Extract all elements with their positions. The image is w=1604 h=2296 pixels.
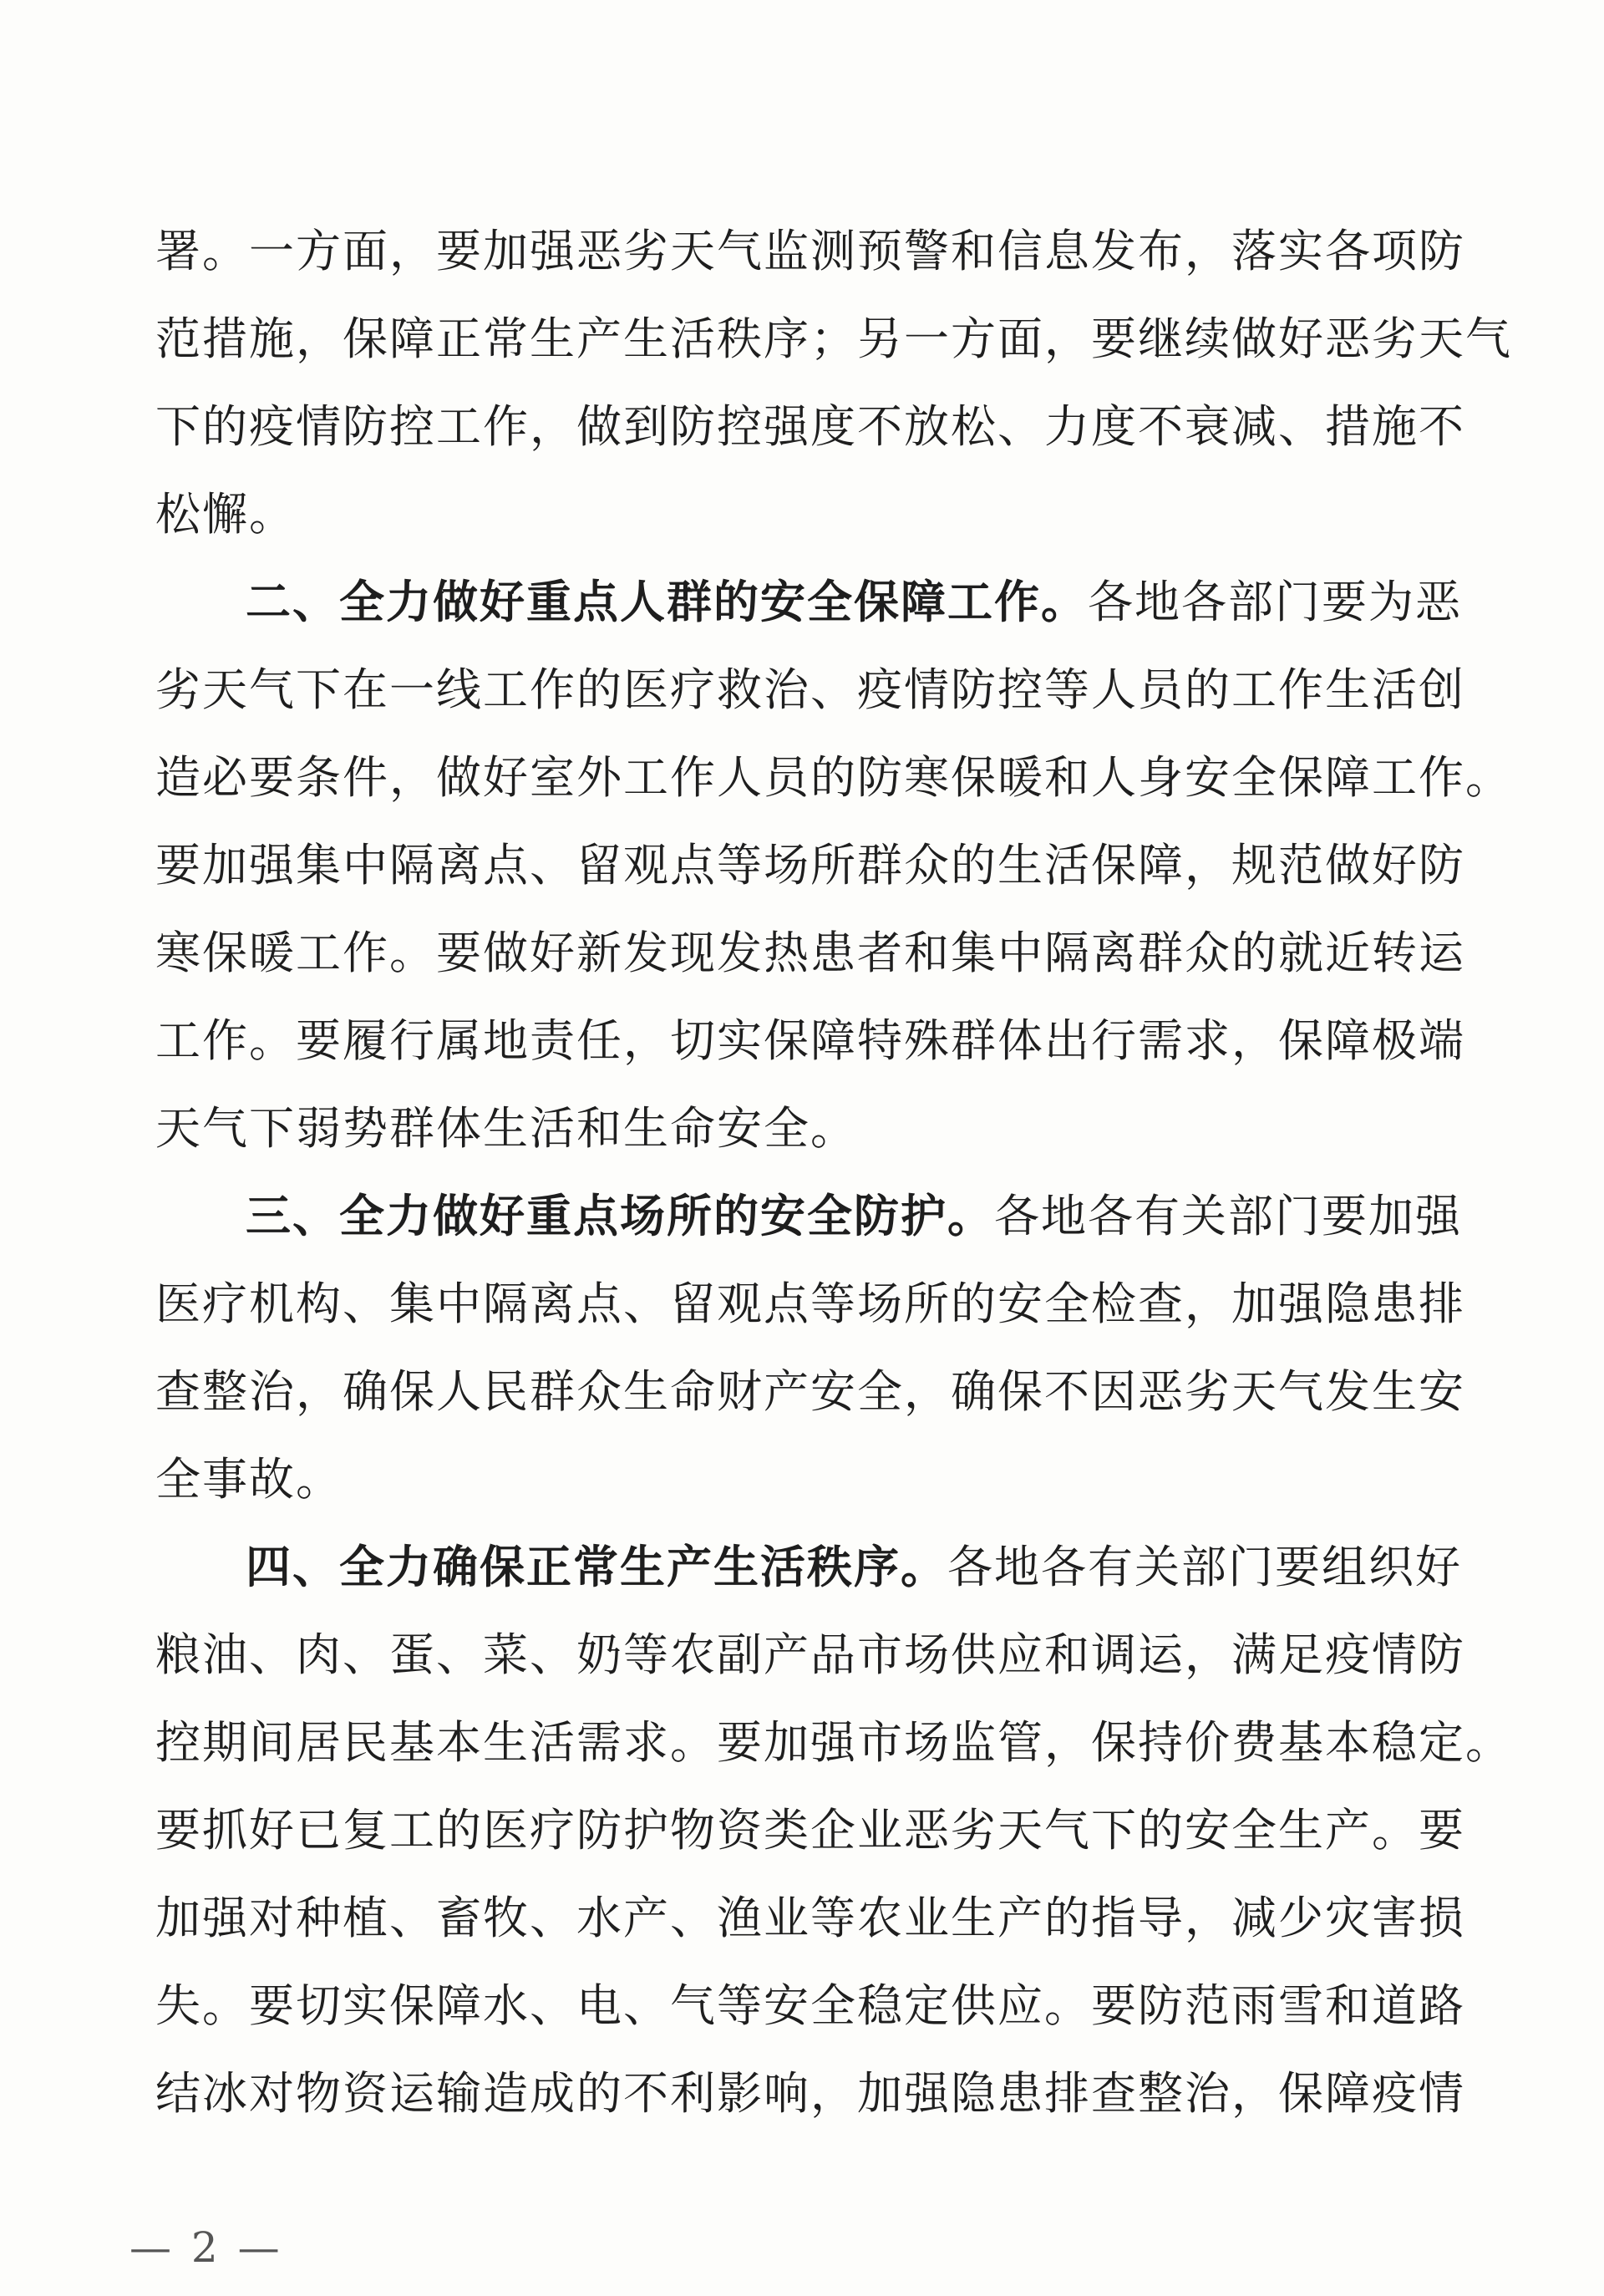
text-line: 查整治，确保人民群众生命财产安全，确保不因恶劣天气发生安	[155, 1365, 1465, 1418]
section-four-lead: 各地各有关部门要组织好	[947, 1541, 1462, 1593]
text-line: 失。要切实保障水、电、气等安全稳定供应。要防范雨雪和道路	[155, 1979, 1465, 2032]
text-line: 天气下弱势群体生活和生命安全。	[155, 1102, 857, 1155]
text-line: 结冰对物资运输造成的不利影响，加强隐患排查整治，保障疫情	[155, 2067, 1465, 2120]
text-line: 造必要条件，做好室外工作人员的防寒保暖和人身安全保障工作。	[155, 751, 1512, 804]
section-two-first-line	[155, 558, 1462, 646]
text-line: 控期间居民基本生活需求。要加强市场监管，保持价费基本稳定。	[155, 1716, 1512, 1769]
section-two-heading: 二、全力做好重点人群的安全保障工作。	[246, 575, 1088, 628]
text-line: 署。一方面，要加强恶劣天气监测预警和信息发布，落实各项防	[155, 225, 1465, 277]
text-line: 范措施，保障正常生产生活秩序；另一方面，要继续做好恶劣天气	[155, 312, 1512, 365]
section-three-first-line	[155, 1172, 1462, 1260]
text-line: 工作。要履行属地责任，切实保障特殊群体出行需求，保障极端	[155, 1014, 1465, 1067]
text-line: 寒保暖工作。要做好新发现发热患者和集中隔离群众的就近转运	[155, 927, 1465, 979]
text-line: 全事故。	[155, 1453, 343, 1506]
page-number: — 2 —	[129, 2223, 283, 2272]
text-line: 松懈。	[155, 488, 296, 541]
section-three-lead: 各地各有关部门要加强	[994, 1190, 1462, 1242]
section-four-first-line	[155, 1523, 1462, 1611]
text-line: 劣天气下在一线工作的医疗救治、疫情防控等人员的工作生活创	[155, 663, 1465, 716]
text-line: 医疗机构、集中隔离点、留观点等场所的安全检查，加强隐患排	[155, 1278, 1465, 1330]
section-two-lead: 各地各部门要为恶	[1088, 576, 1462, 628]
text-line: 加强对种植、畜牧、水产、渔业等农业生产的指导，减少灾害损	[155, 1892, 1465, 1944]
document-body	[155, 207, 1512, 2137]
text-line: 要抓好已复工的医疗防护物资类企业恶劣天气下的安全生产。要	[155, 1804, 1465, 1857]
text-line: 粮油、肉、蛋、菜、奶等农副产品市场供应和调运，满足疫情防	[155, 1628, 1465, 1681]
section-three-heading: 三、全力做好重点场所的安全防护。	[246, 1189, 994, 1242]
text-line: 下的疫情防控工作，做到防控强度不放松、力度不衰减、措施不	[155, 400, 1465, 453]
text-line: 要加强集中隔离点、留观点等场所群众的生活保障，规范做好防	[155, 839, 1465, 891]
section-four-heading: 四、全力确保正常生产生活秩序。	[246, 1540, 947, 1593]
